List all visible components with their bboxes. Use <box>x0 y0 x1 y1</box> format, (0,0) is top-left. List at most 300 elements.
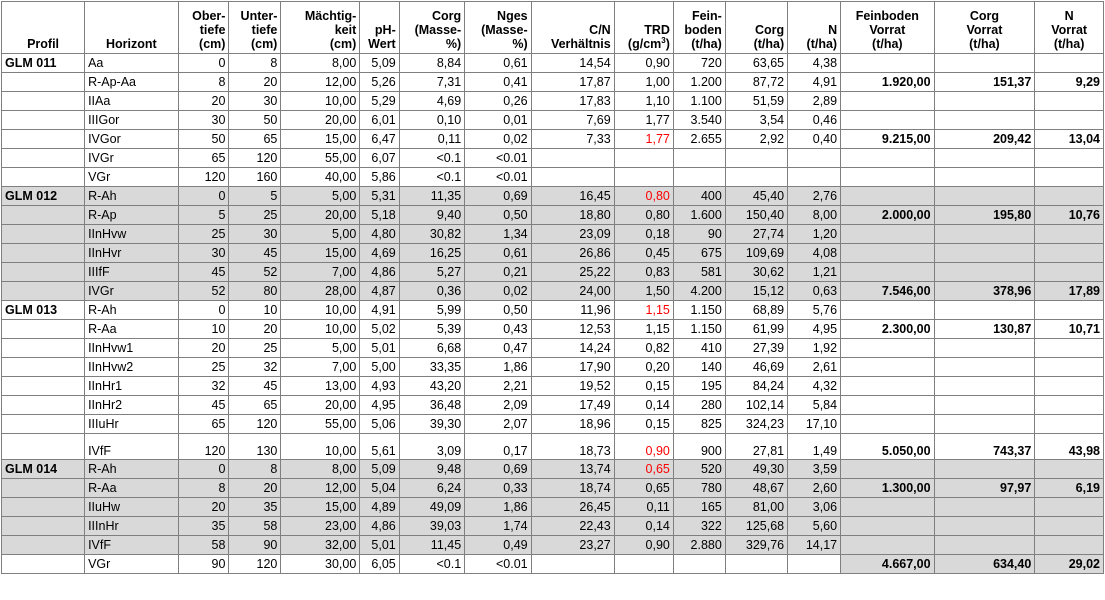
n-vorrat-cell <box>1035 111 1104 130</box>
trd-cell <box>614 555 673 574</box>
corg-cell: 0,11 <box>399 130 464 149</box>
corg-tha-cell: 68,89 <box>725 301 787 320</box>
ph-cell: 4,86 <box>360 263 399 282</box>
table-row <box>2 396 1104 415</box>
feinboden-vorrat-cell <box>841 187 934 206</box>
obertiefe-cell: 5 <box>178 206 229 225</box>
feinboden-vorrat-cell <box>841 358 934 377</box>
maechtigkeit-cell: 12,00 <box>281 73 360 92</box>
n-vorrat-cell <box>1035 415 1104 434</box>
horizont-cell: IInHr1 <box>85 377 178 396</box>
corg-tha-cell: 87,72 <box>725 73 787 92</box>
n-tha-cell: 14,17 <box>788 536 841 555</box>
trd-cell: 0,15 <box>614 415 673 434</box>
table-row <box>2 206 1104 225</box>
obertiefe-cell: 120 <box>178 434 229 460</box>
ph-cell: 5,29 <box>360 92 399 111</box>
feinboden-vorrat-cell <box>841 460 934 479</box>
nges-cell: 0,69 <box>465 460 531 479</box>
n-tha-cell: 0,63 <box>788 282 841 301</box>
profil-cell <box>2 339 85 358</box>
table-row <box>2 498 1104 517</box>
feinboden-vorrat-cell <box>841 536 934 555</box>
cn-cell: 22,43 <box>531 517 614 536</box>
profil-cell <box>2 517 85 536</box>
maechtigkeit-cell: 55,00 <box>281 149 360 168</box>
ph-cell: 5,18 <box>360 206 399 225</box>
n-tha-cell: 1,49 <box>788 434 841 460</box>
obertiefe-cell: 52 <box>178 282 229 301</box>
feinboden-vorrat-cell <box>841 168 934 187</box>
n-tha-cell: 17,10 <box>788 415 841 434</box>
corg-cell: <0.1 <box>399 149 464 168</box>
nges-cell: 0,02 <box>465 282 531 301</box>
feinboden-cell: 4.200 <box>673 282 725 301</box>
trd-cell: 1,10 <box>614 92 673 111</box>
n-tha-cell: 4,38 <box>788 54 841 73</box>
corg-vorrat-cell <box>934 358 1035 377</box>
maechtigkeit-cell: 15,00 <box>281 498 360 517</box>
soil-data-table <box>1 1 1104 574</box>
header-corg-tha: Corg (t/ha) <box>725 2 787 54</box>
horizont-cell: R-Ap-Aa <box>85 73 178 92</box>
corg-tha-cell: 51,59 <box>725 92 787 111</box>
obertiefe-cell: 65 <box>178 415 229 434</box>
trd-cell: 0,90 <box>614 54 673 73</box>
profil-cell <box>2 92 85 111</box>
horizont-cell: R-Ah <box>85 460 178 479</box>
corg-cell: 5,27 <box>399 263 464 282</box>
untertiefe-cell: 58 <box>229 517 281 536</box>
untertiefe-cell: 8 <box>229 54 281 73</box>
untertiefe-cell: 20 <box>229 479 281 498</box>
feinboden-vorrat-cell <box>841 244 934 263</box>
profil-cell <box>2 320 85 339</box>
ph-cell: 5,01 <box>360 339 399 358</box>
ph-cell: 5,02 <box>360 320 399 339</box>
horizont-cell: R-Ah <box>85 301 178 320</box>
obertiefe-cell: 25 <box>178 225 229 244</box>
maechtigkeit-cell: 7,00 <box>281 358 360 377</box>
obertiefe-cell: 120 <box>178 168 229 187</box>
profil-cell <box>2 149 85 168</box>
header-row <box>2 2 1104 54</box>
table-row <box>2 111 1104 130</box>
maechtigkeit-cell: 32,00 <box>281 536 360 555</box>
corg-cell: 30,82 <box>399 225 464 244</box>
n-tha-cell: 4,08 <box>788 244 841 263</box>
ph-cell: 5,26 <box>360 73 399 92</box>
corg-vorrat-cell <box>934 377 1035 396</box>
corg-vorrat-cell: 743,37 <box>934 434 1035 460</box>
corg-tha-cell: 102,14 <box>725 396 787 415</box>
corg-cell: 3,09 <box>399 434 464 460</box>
corg-cell: <0.1 <box>399 555 464 574</box>
corg-vorrat-cell: 151,37 <box>934 73 1035 92</box>
cn-cell: 19,52 <box>531 377 614 396</box>
corg-vorrat-cell <box>934 92 1035 111</box>
maechtigkeit-cell: 20,00 <box>281 396 360 415</box>
profil-cell <box>2 555 85 574</box>
n-tha-cell <box>788 555 841 574</box>
corg-vorrat-cell: 378,96 <box>934 282 1035 301</box>
corg-cell: 9,48 <box>399 460 464 479</box>
feinboden-vorrat-cell <box>841 225 934 244</box>
corg-vorrat-cell <box>934 244 1035 263</box>
feinboden-vorrat-cell <box>841 517 934 536</box>
corg-cell: 6,68 <box>399 339 464 358</box>
cn-cell: 18,80 <box>531 206 614 225</box>
n-vorrat-cell <box>1035 149 1104 168</box>
maechtigkeit-cell: 15,00 <box>281 244 360 263</box>
n-vorrat-cell <box>1035 517 1104 536</box>
n-vorrat-cell <box>1035 263 1104 282</box>
corg-vorrat-cell: 209,42 <box>934 130 1035 149</box>
feinboden-cell: 675 <box>673 244 725 263</box>
obertiefe-cell: 50 <box>178 130 229 149</box>
table-row <box>2 282 1104 301</box>
feinboden-vorrat-cell <box>841 149 934 168</box>
trd-cell: 0,90 <box>614 536 673 555</box>
obertiefe-cell: 0 <box>178 301 229 320</box>
feinboden-cell: 2.880 <box>673 536 725 555</box>
horizont-cell: IVGr <box>85 282 178 301</box>
cn-cell: 12,53 <box>531 320 614 339</box>
untertiefe-cell: 20 <box>229 73 281 92</box>
cn-cell: 14,24 <box>531 339 614 358</box>
feinboden-cell: 2.655 <box>673 130 725 149</box>
maechtigkeit-cell: 15,00 <box>281 130 360 149</box>
profil-cell <box>2 498 85 517</box>
cn-cell: 7,69 <box>531 111 614 130</box>
n-vorrat-cell <box>1035 92 1104 111</box>
obertiefe-cell: 8 <box>178 73 229 92</box>
maechtigkeit-cell: 5,00 <box>281 225 360 244</box>
maechtigkeit-cell: 20,00 <box>281 206 360 225</box>
ph-cell: 4,91 <box>360 301 399 320</box>
profil-cell: GLM 014 <box>2 460 85 479</box>
horizont-cell: IIAa <box>85 92 178 111</box>
n-tha-cell: 0,46 <box>788 111 841 130</box>
corg-tha-cell: 324,23 <box>725 415 787 434</box>
corg-tha-cell: 46,69 <box>725 358 787 377</box>
obertiefe-cell: 58 <box>178 536 229 555</box>
obertiefe-cell: 20 <box>178 339 229 358</box>
feinboden-cell: 1.150 <box>673 301 725 320</box>
table-body <box>2 54 1104 574</box>
nges-cell: 2,21 <box>465 377 531 396</box>
corg-cell: 4,69 <box>399 92 464 111</box>
corg-tha-cell: 84,24 <box>725 377 787 396</box>
nges-cell: 0,50 <box>465 206 531 225</box>
corg-vorrat-cell: 195,80 <box>934 206 1035 225</box>
horizont-cell: IInHvw <box>85 225 178 244</box>
maechtigkeit-cell: 8,00 <box>281 54 360 73</box>
trd-cell: 0,14 <box>614 517 673 536</box>
ph-cell: 5,61 <box>360 434 399 460</box>
table-row <box>2 377 1104 396</box>
horizont-cell: IIInHr <box>85 517 178 536</box>
untertiefe-cell: 45 <box>229 377 281 396</box>
header-obertiefe: Ober- tiefe (cm) <box>178 2 229 54</box>
maechtigkeit-cell: 40,00 <box>281 168 360 187</box>
obertiefe-cell: 10 <box>178 320 229 339</box>
nges-cell: 0,43 <box>465 320 531 339</box>
feinboden-vorrat-cell <box>841 339 934 358</box>
corg-tha-cell: 3,54 <box>725 111 787 130</box>
ph-cell: 5,09 <box>360 460 399 479</box>
trd-cell: 0,65 <box>614 460 673 479</box>
maechtigkeit-cell: 5,00 <box>281 339 360 358</box>
header-nges: Nges (Masse- %) <box>465 2 531 54</box>
trd-cell: 1,15 <box>614 320 673 339</box>
ph-cell: 5,01 <box>360 536 399 555</box>
trd-cell <box>614 168 673 187</box>
corg-cell: 43,20 <box>399 377 464 396</box>
cn-cell: 16,45 <box>531 187 614 206</box>
cn-cell: 18,96 <box>531 415 614 434</box>
table-row <box>2 244 1104 263</box>
horizont-cell: R-Aa <box>85 479 178 498</box>
feinboden-vorrat-cell <box>841 377 934 396</box>
feinboden-cell: 900 <box>673 434 725 460</box>
header-feinboden-vorrat: Feinboden Vorrat (t/ha) <box>841 2 934 54</box>
horizont-cell: IIIuHr <box>85 415 178 434</box>
n-vorrat-cell <box>1035 498 1104 517</box>
nges-cell: 0,33 <box>465 479 531 498</box>
horizont-cell: IInHvr <box>85 244 178 263</box>
untertiefe-cell: 35 <box>229 498 281 517</box>
untertiefe-cell: 30 <box>229 92 281 111</box>
maechtigkeit-cell: 7,00 <box>281 263 360 282</box>
table-row <box>2 434 1104 460</box>
ph-cell: 6,07 <box>360 149 399 168</box>
feinboden-cell: 410 <box>673 339 725 358</box>
cn-cell: 17,90 <box>531 358 614 377</box>
feinboden-vorrat-cell <box>841 263 934 282</box>
obertiefe-cell: 20 <box>178 92 229 111</box>
maechtigkeit-cell: 10,00 <box>281 434 360 460</box>
corg-vorrat-cell <box>934 536 1035 555</box>
profil-cell <box>2 415 85 434</box>
horizont-cell: IInHvw1 <box>85 339 178 358</box>
horizont-cell: IIuHw <box>85 498 178 517</box>
feinboden-cell: 140 <box>673 358 725 377</box>
horizont-cell: Aa <box>85 54 178 73</box>
profil-cell <box>2 206 85 225</box>
corg-tha-cell: 30,62 <box>725 263 787 282</box>
n-tha-cell: 3,06 <box>788 498 841 517</box>
trd-cell: 0,83 <box>614 263 673 282</box>
corg-vorrat-cell <box>934 415 1035 434</box>
maechtigkeit-cell: 55,00 <box>281 415 360 434</box>
feinboden-cell: 581 <box>673 263 725 282</box>
nges-cell: 0,21 <box>465 263 531 282</box>
corg-tha-cell: 2,92 <box>725 130 787 149</box>
obertiefe-cell: 35 <box>178 517 229 536</box>
corg-cell: 6,24 <box>399 479 464 498</box>
feinboden-cell: 1.600 <box>673 206 725 225</box>
corg-cell: 39,30 <box>399 415 464 434</box>
table-row <box>2 263 1104 282</box>
corg-vorrat-cell <box>934 301 1035 320</box>
profil-cell <box>2 479 85 498</box>
corg-cell: 5,99 <box>399 301 464 320</box>
feinboden-vorrat-cell <box>841 54 934 73</box>
horizont-cell: R-Ap <box>85 206 178 225</box>
nges-cell: 1,86 <box>465 358 531 377</box>
cn-cell: 17,83 <box>531 92 614 111</box>
corg-cell: 39,03 <box>399 517 464 536</box>
n-vorrat-cell: 17,89 <box>1035 282 1104 301</box>
feinboden-cell <box>673 149 725 168</box>
n-vorrat-cell <box>1035 187 1104 206</box>
maechtigkeit-cell: 10,00 <box>281 301 360 320</box>
n-vorrat-cell <box>1035 225 1104 244</box>
n-tha-cell: 1,20 <box>788 225 841 244</box>
header-trd: TRD $(g/cm^3)$ <box>614 2 673 54</box>
cn-cell: 18,73 <box>531 434 614 460</box>
trd-cell: 1,77 <box>614 130 673 149</box>
untertiefe-cell: 52 <box>229 263 281 282</box>
nges-cell: 0,26 <box>465 92 531 111</box>
horizont-cell: R-Aa <box>85 320 178 339</box>
nges-cell: <0.01 <box>465 168 531 187</box>
feinboden-cell: 1.150 <box>673 320 725 339</box>
table-row <box>2 536 1104 555</box>
n-vorrat-cell <box>1035 536 1104 555</box>
obertiefe-cell: 0 <box>178 460 229 479</box>
corg-tha-cell: 27,39 <box>725 339 787 358</box>
n-vorrat-cell: 10,76 <box>1035 206 1104 225</box>
cn-cell: 26,45 <box>531 498 614 517</box>
corg-tha-cell: 125,68 <box>725 517 787 536</box>
trd-cell: 0,90 <box>614 434 673 460</box>
nges-cell: 0,69 <box>465 187 531 206</box>
n-tha-cell: 8,00 <box>788 206 841 225</box>
untertiefe-cell: 120 <box>229 415 281 434</box>
table-row <box>2 479 1104 498</box>
ph-cell: 6,47 <box>360 130 399 149</box>
corg-vorrat-cell <box>934 225 1035 244</box>
ph-cell: 5,86 <box>360 168 399 187</box>
cn-cell: 26,86 <box>531 244 614 263</box>
profil-cell <box>2 73 85 92</box>
untertiefe-cell: 120 <box>229 149 281 168</box>
corg-vorrat-cell <box>934 168 1035 187</box>
nges-cell: 0,47 <box>465 339 531 358</box>
trd-cell: 0,65 <box>614 479 673 498</box>
corg-tha-cell: 63,65 <box>725 54 787 73</box>
corg-cell: 49,09 <box>399 498 464 517</box>
corg-vorrat-cell <box>934 339 1035 358</box>
obertiefe-cell: 32 <box>178 377 229 396</box>
n-tha-cell: 2,76 <box>788 187 841 206</box>
obertiefe-cell: 8 <box>178 479 229 498</box>
profil-cell: GLM 011 <box>2 54 85 73</box>
profil-cell <box>2 434 85 460</box>
cn-cell <box>531 149 614 168</box>
profil-cell <box>2 536 85 555</box>
feinboden-cell: 400 <box>673 187 725 206</box>
obertiefe-cell: 25 <box>178 358 229 377</box>
feinboden-vorrat-cell <box>841 415 934 434</box>
corg-cell: 11,45 <box>399 536 464 555</box>
obertiefe-cell: 30 <box>178 111 229 130</box>
nges-cell: 1,86 <box>465 498 531 517</box>
untertiefe-cell: 25 <box>229 206 281 225</box>
table-row <box>2 555 1104 574</box>
feinboden-vorrat-cell: 9.215,00 <box>841 130 934 149</box>
n-tha-cell: 5,60 <box>788 517 841 536</box>
obertiefe-cell: 45 <box>178 396 229 415</box>
untertiefe-cell: 5 <box>229 187 281 206</box>
table-row <box>2 460 1104 479</box>
corg-cell: 7,31 <box>399 73 464 92</box>
corg-tha-cell: 329,76 <box>725 536 787 555</box>
cn-cell <box>531 168 614 187</box>
cn-cell <box>531 555 614 574</box>
cn-cell: 17,87 <box>531 73 614 92</box>
ph-cell: 5,31 <box>360 187 399 206</box>
ph-cell: 5,04 <box>360 479 399 498</box>
table-row <box>2 149 1104 168</box>
corg-vorrat-cell: 97,97 <box>934 479 1035 498</box>
n-vorrat-cell: 9,29 <box>1035 73 1104 92</box>
ph-cell: 4,87 <box>360 282 399 301</box>
trd-cell: 1,77 <box>614 111 673 130</box>
ph-cell: 4,95 <box>360 396 399 415</box>
nges-cell: 1,34 <box>465 225 531 244</box>
maechtigkeit-cell: 5,00 <box>281 187 360 206</box>
header-horizont: Horizont <box>85 2 178 54</box>
horizont-cell: IInHvw2 <box>85 358 178 377</box>
profil-cell <box>2 130 85 149</box>
n-tha-cell: 2,60 <box>788 479 841 498</box>
profil-cell <box>2 111 85 130</box>
feinboden-cell <box>673 555 725 574</box>
n-vorrat-cell: 6,19 <box>1035 479 1104 498</box>
header-maechtigkeit: Mächtig- keit (cm) <box>281 2 360 54</box>
maechtigkeit-cell: 8,00 <box>281 460 360 479</box>
n-vorrat-cell: 10,71 <box>1035 320 1104 339</box>
n-tha-cell: 4,91 <box>788 73 841 92</box>
maechtigkeit-cell: 12,00 <box>281 479 360 498</box>
feinboden-vorrat-cell <box>841 498 934 517</box>
header-corg: Corg (Masse- %) <box>399 2 464 54</box>
feinboden-vorrat-cell: 1.300,00 <box>841 479 934 498</box>
untertiefe-cell: 160 <box>229 168 281 187</box>
ph-cell: 4,80 <box>360 225 399 244</box>
corg-tha-cell <box>725 555 787 574</box>
corg-cell: 8,84 <box>399 54 464 73</box>
feinboden-cell: 1.200 <box>673 73 725 92</box>
untertiefe-cell: 65 <box>229 396 281 415</box>
n-vorrat-cell <box>1035 377 1104 396</box>
corg-vorrat-cell <box>934 396 1035 415</box>
maechtigkeit-cell: 10,00 <box>281 92 360 111</box>
corg-tha-cell: 15,12 <box>725 282 787 301</box>
cn-cell: 18,74 <box>531 479 614 498</box>
n-vorrat-cell <box>1035 396 1104 415</box>
obertiefe-cell: 20 <box>178 498 229 517</box>
nges-cell: <0.01 <box>465 149 531 168</box>
nges-cell: 0,61 <box>465 244 531 263</box>
feinboden-cell: 280 <box>673 396 725 415</box>
feinboden-cell: 780 <box>673 479 725 498</box>
corg-vorrat-cell <box>934 263 1035 282</box>
trd-cell: 1,50 <box>614 282 673 301</box>
